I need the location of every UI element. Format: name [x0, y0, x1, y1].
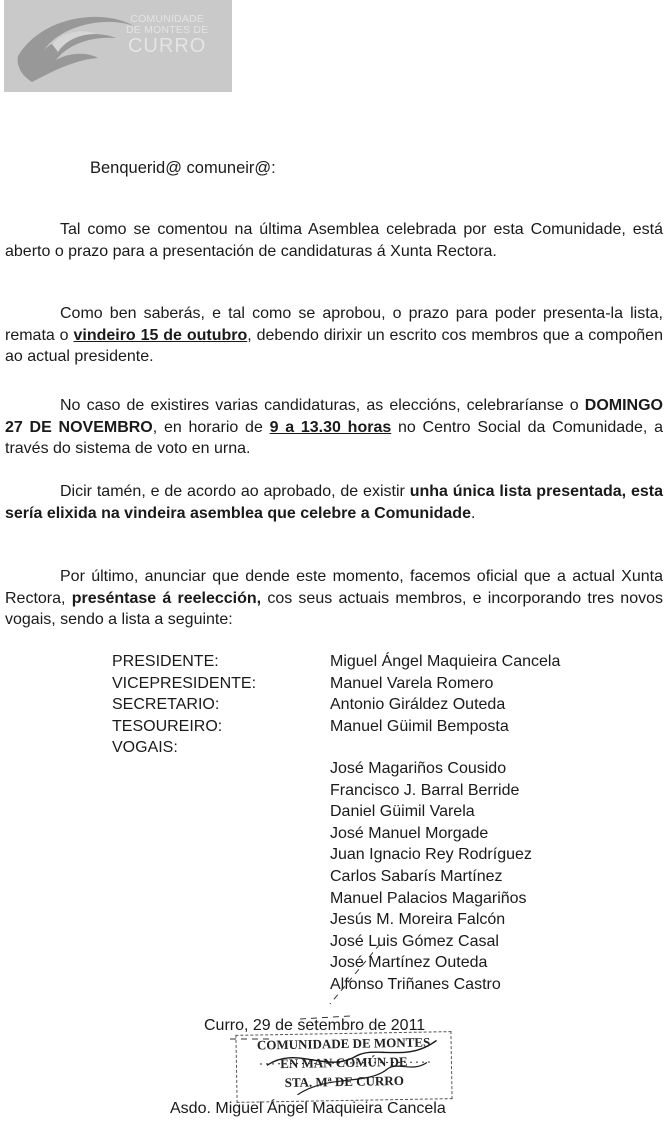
vogal-item: José Magariños Cousido [330, 760, 507, 777]
board-member: Miguel Ángel Maquieira Cancela [330, 653, 561, 670]
stamp-line-1: COMUNIDADE DE MONTES [256, 1034, 431, 1053]
paragraph-3-text-e: no Centro Social da Comunidade, a través do sistema de voto en urna. [5, 418, 664, 457]
paragraph-4-text-c: . [470, 504, 476, 522]
board-role: VICEPRESIDENTE: [112, 674, 257, 692]
logo-text [126, 14, 208, 57]
handwritten-signature-icon [236, 1032, 451, 1102]
paragraph-4-text-a: Dicir tamén, e de acordo ao aprobado, de existir [60, 483, 410, 500]
stamp-line-3: STA. Mª DE CURRO [284, 1072, 404, 1091]
board-roster [112, 651, 560, 759]
board-row [112, 716, 560, 738]
greeting: Benquerid@ comuneir@: [90, 159, 276, 177]
vogal-item: Daniel Güimil Varela [330, 803, 475, 821]
reelection-notice: preséntase á reelección, [71, 589, 262, 607]
stamp-line-2: EN MAN COMÚN DE [280, 1053, 408, 1072]
board-row [112, 651, 560, 673]
paragraph-3 [5, 395, 663, 460]
paragraph-2 [5, 303, 663, 368]
vogal-item: José Martínez Outeda [330, 954, 488, 972]
community-logo [4, 0, 232, 92]
deadline-date: vindeiro 15 de outubro [73, 326, 248, 344]
signature-line: Asdo. Miguel Ángel Maquieira Cancela [170, 1100, 446, 1117]
vogal-item: José Luis Gómez Casal [330, 932, 499, 950]
single-list-notice: unha única lista presentada, esta sería elixida na vindeira asemblea que celebre a Comunidade [5, 483, 664, 522]
paragraph-2-text-c: , debendo dirixir un escrito cos membros que a compoñen ao actual presidente. [5, 326, 663, 365]
election-hours: 9 a 13.30 horas [269, 418, 392, 436]
logo-swoosh-icon [12, 4, 142, 88]
vogal-item: Juan Ignacio Rey Rodríguez [330, 846, 532, 864]
board-row [112, 694, 560, 716]
board-role: PRESIDENTE: [112, 653, 219, 670]
vogal-item: Manuel Palacios Magariños [330, 889, 527, 907]
paragraph-1 [5, 219, 663, 262]
board-member: Antonio Giráldez Outeda [330, 696, 506, 714]
paragraph-3-text-c: , en horario de [152, 418, 270, 436]
board-role: SECRETARIO: [112, 696, 220, 714]
place-date: Curro, 29 de setembro de 2011 [204, 1017, 426, 1034]
election-date: DOMINGO 27 DE NOVEMBRO [5, 397, 663, 436]
vogal-item: Alfonso Triñanes Castro [330, 975, 501, 993]
vogal-item: Jesús M. Moreira Falcón [330, 911, 506, 929]
vogal-item: Carlos Sabarís Martínez [330, 867, 503, 885]
paragraph-5 [5, 566, 663, 631]
board-role: VOGAIS: [112, 739, 178, 757]
board-row [112, 673, 560, 695]
logo-line-3: CURRO [127, 35, 207, 58]
board-row [112, 737, 560, 759]
paragraph-4 [5, 481, 663, 524]
board-member: Manuel Varela Romero [330, 674, 494, 692]
paragraph-2-text-a: Como ben saberás, e tal como se aprobou, o prazo para poder presenta-la lista, remata o [5, 305, 663, 344]
paragraph-5-text-c: cos seus actuais membros, e incorporando tres novos vogais, sendo a lista a seguinte: [5, 589, 663, 628]
logo-line-1: COMUNIDADE [130, 13, 205, 25]
logo-line-2: DE MONTES DE [126, 24, 209, 37]
paragraph-5-text-a: Por último, anunciar que dende este momento, facemos oficial que a actual Xunta Rectora, [5, 568, 663, 607]
community-stamp [235, 1031, 452, 1103]
vogal-item: José Manuel Morgade [330, 824, 489, 842]
paragraph-1-text: Tal como se comentou na última Asemblea celebrada por esta Comunidade, está aberto o prazo para a presentación de candidaturas á Xunta Rectora. [5, 221, 663, 260]
vogal-item: Francisco J. Barral Berride [330, 781, 520, 799]
board-member: Manuel Güimil Bemposta [330, 717, 509, 735]
board-role: TESOUREIRO: [112, 717, 223, 735]
paragraph-3-text-a: No caso de existires varias candidaturas, as eleccións, celebraríanse o [60, 397, 585, 414]
